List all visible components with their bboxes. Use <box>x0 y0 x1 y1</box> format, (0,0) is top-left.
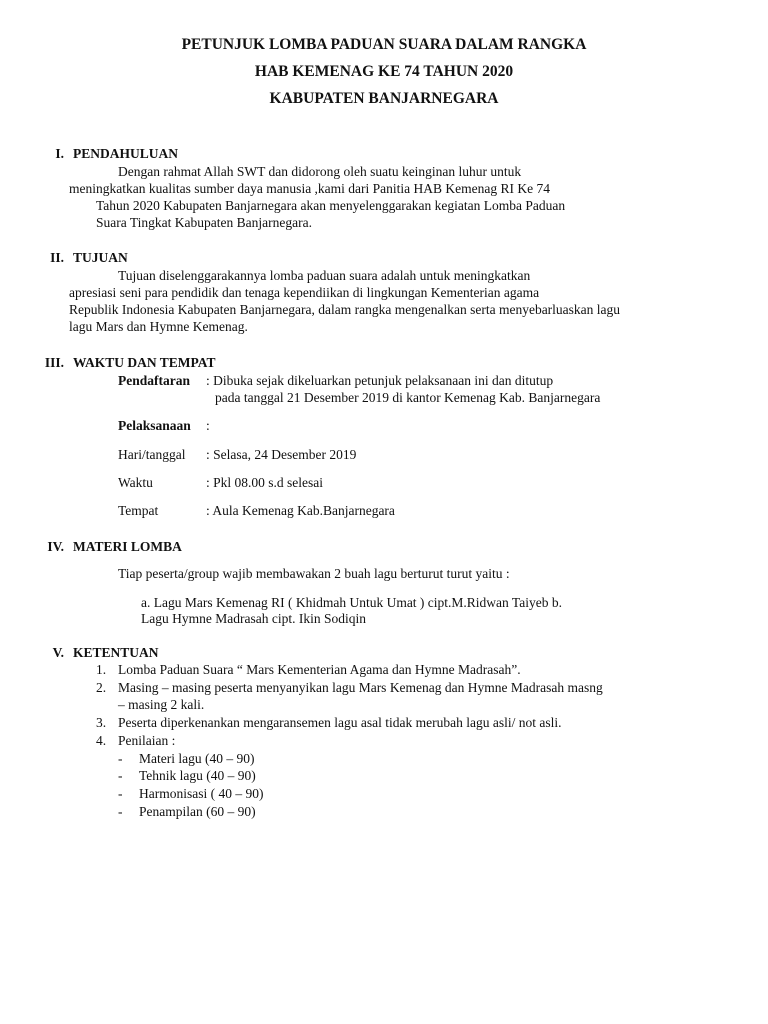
section-3-heading: WAKTU DAN TEMPAT <box>73 355 216 370</box>
hari-tanggal-value: : Selasa, 24 Desember 2019 <box>206 447 357 462</box>
materi-intro: Tiap peserta/group wajib membawakan 2 buah lagu berturut turut yaitu : <box>118 566 510 581</box>
criteria-item: Tehnik lagu (40 – 90) <box>139 768 256 783</box>
section-3-number: III. <box>44 355 64 370</box>
section-4-heading: MATERI LOMBA <box>73 539 182 554</box>
document-title-line-2: HAB KEMENAG KE 74 TAHUN 2020 <box>254 63 514 80</box>
ketentuan-text-1: Lomba Paduan Suara “ Mars Kementerian Agama dan Hymne Madrasah”. <box>118 662 521 677</box>
section-2-heading: TUJUAN <box>73 250 128 265</box>
materi-item-a: a. Lagu Mars Kemenag RI ( Khidmah Untuk Umat ) cipt.M.Ridwan Taiyeb b. <box>141 595 562 610</box>
criteria-dash: - <box>118 751 123 766</box>
ketentuan-text-3: Peserta diperkenankan mengaransemen lagu asal tidak merubah lagu asli/ not asli. <box>118 715 562 730</box>
criteria-dash: - <box>118 804 123 819</box>
ketentuan-text-2: Masing – masing peserta menyanyikan lagu Mars Kemenag dan Hymne Madrasah masng <box>118 680 603 695</box>
criteria-item: Penampilan (60 – 90) <box>139 804 256 819</box>
section-2-line-1: Tujuan diselenggarakannya lomba paduan suara adalah untuk meningkatkan <box>118 268 531 283</box>
criteria-dash: - <box>118 786 123 801</box>
pendaftaran-value-line-2: pada tanggal 21 Desember 2019 di kantor Kemenag Kab. Banjarnegara <box>215 390 601 405</box>
section-2-line-3: Republik Indonesia Kabupaten Banjarnegara, dalam rangka mengenalkan serta menyebarluaskan lagu <box>69 302 621 317</box>
section-2-line-4: lagu Mars dan Hymne Kemenag. <box>69 319 248 334</box>
ketentuan-number-1: 1. <box>96 662 107 677</box>
ketentuan-number-2: 2. <box>96 680 107 695</box>
document-title-line-1: PETUNJUK LOMBA PADUAN SUARA DALAM RANGKA <box>181 36 587 53</box>
section-1-number: I. <box>55 146 64 161</box>
pendaftaran-value-line-1: : Dibuka sejak dikeluarkan petunjuk pelaksanaan ini dan ditutup <box>206 373 554 388</box>
criteria-item: Materi lagu (40 – 90) <box>139 751 255 766</box>
section-1-line-2: meningkatkan kualitas sumber daya manusia ,kami dari Panitia HAB Kemenag RI Ke 74 <box>69 181 551 196</box>
section-5-heading: KETENTUAN <box>73 645 159 660</box>
pelaksanaan-colon: : <box>206 418 210 433</box>
section-5-number: V. <box>52 645 64 660</box>
criteria-item: Harmonisasi ( 40 – 90) <box>139 786 264 801</box>
section-1-line-4: Suara Tingkat Kabupaten Banjarnegara. <box>96 215 312 230</box>
ketentuan-text-2-cont: – masing 2 kali. <box>118 697 205 712</box>
criteria-dash: - <box>118 768 123 783</box>
waktu-value: : Pkl 08.00 s.d selesai <box>206 475 323 490</box>
tempat-value: : Aula Kemenag Kab.Banjarnegara <box>206 503 395 518</box>
materi-item-b: Lagu Hymne Madrasah cipt. Ikin Sodiqin <box>141 611 366 626</box>
section-2-line-2: apresiasi seni para pendidik dan tenaga kependiikan di lingkungan Kementerian agama <box>69 285 540 300</box>
hari-tanggal-label: Hari/tanggal <box>118 447 186 462</box>
section-4-number: IV. <box>47 539 64 554</box>
waktu-label: Waktu <box>118 475 153 490</box>
pelaksanaan-label: Pelaksanaan <box>118 418 191 433</box>
pendaftaran-label: Pendaftaran <box>118 373 190 388</box>
ketentuan-text-4: Penilaian : <box>118 733 176 748</box>
section-1-line-3: Tahun 2020 Kabupaten Banjarnegara akan menyelenggarakan kegiatan Lomba Paduan <box>96 198 566 213</box>
ketentuan-number-4: 4. <box>96 733 107 748</box>
tempat-label: Tempat <box>118 503 159 518</box>
document-title-line-3: KABUPATEN BANJARNEGARA <box>269 90 499 107</box>
section-1-heading: PENDAHULUAN <box>73 146 179 161</box>
section-2-number: II. <box>50 250 64 265</box>
section-1-line-1: Dengan rahmat Allah SWT dan didorong oleh suatu keinginan luhur untuk <box>118 164 522 179</box>
ketentuan-number-3: 3. <box>96 715 107 730</box>
